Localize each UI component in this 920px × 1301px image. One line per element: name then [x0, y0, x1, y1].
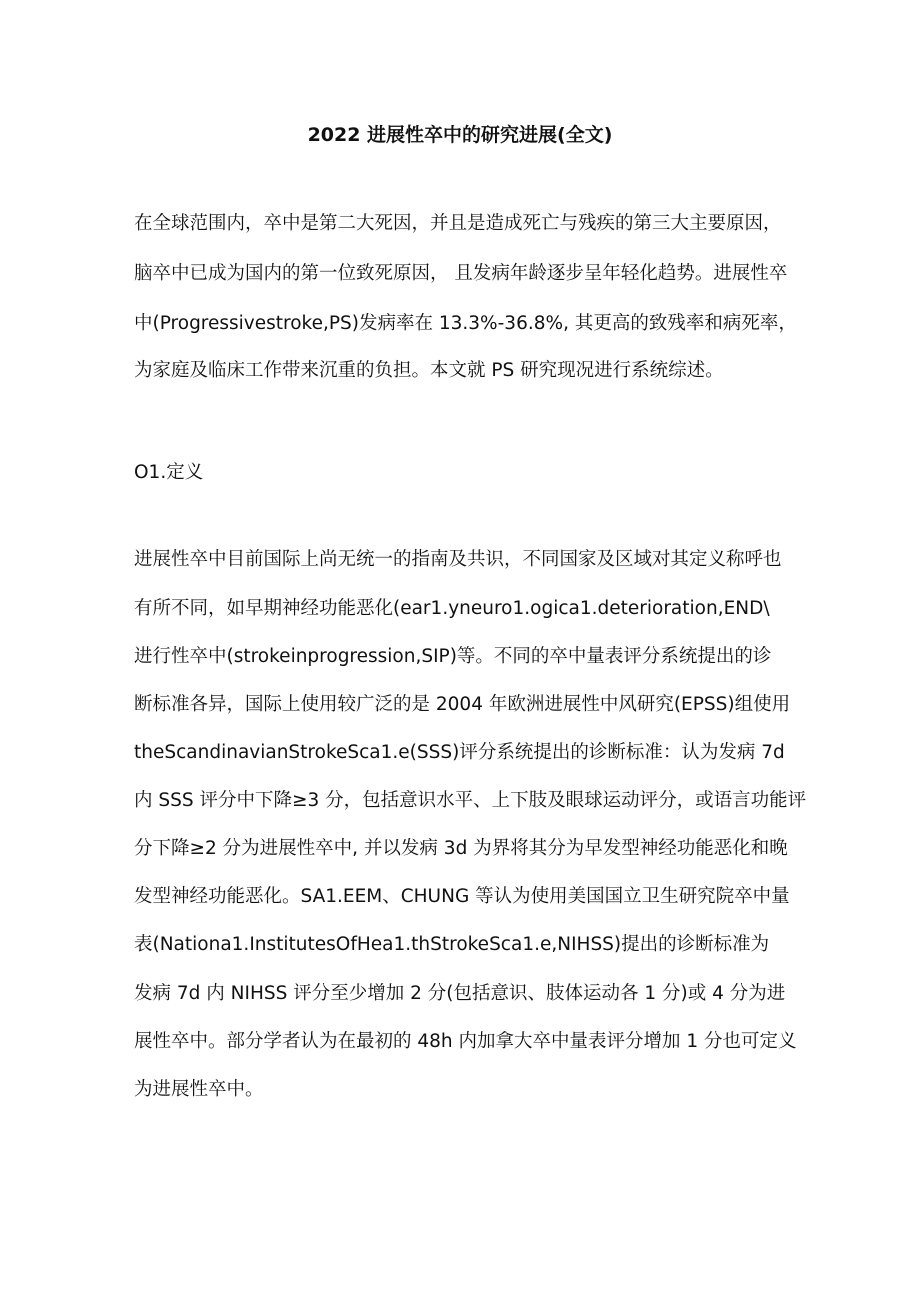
definition-line: 发病 7d 内 NIHSS 评分至少增加 2 分(包括意识、肢体运动各 1 分)或 4 分为进 [134, 983, 786, 1004]
definition-line: 有所不同，如早期神经功能恶化(ear1.yneuro1.ogica1.deterioration,END\ [134, 598, 770, 619]
definition-line: 展性卒中。部分学者认为在最初的 48h 内加拿大卒中量表评分增加 1 分也可定义 [134, 1031, 797, 1052]
definition-line: theScandinavianStrokeSca1.e(SSS)评分系统提出的诊断标准：认为发病 7d [134, 742, 785, 763]
definition-line: 进展性卒中目前国际上尚无统一的指南及共识，不同国家及区域对其定义称呼也 [134, 549, 782, 570]
definition-line: 内 SSS 评分中下降≥3 分，包括意识水平、上下肢及眼球运动评分，或语言功能评 [134, 790, 807, 811]
definition-line: 进行性卒中(strokeinprogression,SIP)等。不同的卒中量表评分系统提出的诊 [134, 646, 772, 667]
definition-line: 分下降≥2 分为进展性卒中, 并以发病 3d 为界将其分为早发型神经功能恶化和晚 [134, 838, 788, 859]
intro-line: 脑卒中已成为国内的第一位致死原因， 且发病年龄逐步呈年轻化趋势。进展性卒 [134, 263, 788, 284]
definition-line: 断标准各异，国际上使用较广泛的是 2004 年欧洲进展性中风研究(EPSS)组使用 [134, 694, 791, 715]
intro-line: 为家庭及临床工作带来沉重的负担。本文就 PS 研究现况进行系统综述。 [134, 360, 724, 381]
document-title: 2022 进展性卒中的研究进展(全文) [307, 124, 613, 146]
definition-line: 为进展性卒中。 [134, 1079, 264, 1100]
intro-line: 在全球范围内，卒中是第二大死因，并且是造成死亡与残疾的第三大主要原因， [134, 213, 782, 234]
intro-line: 中(Progressivestroke,PS)发病率在 13.3%-36.8%, 其更高的致残率和病死率， [134, 313, 797, 334]
section-heading: O1.定义 [134, 462, 204, 483]
definition-line: 表(Nationa1.InstitutesOfHea1.thStrokeSca1.e,NIHSS)提出的诊断标准为 [134, 934, 770, 955]
definition-line: 发型神经功能恶化。SA1.EEM、CHUNG 等认为使用美国国立卫生研究院卒中量 [134, 886, 790, 907]
